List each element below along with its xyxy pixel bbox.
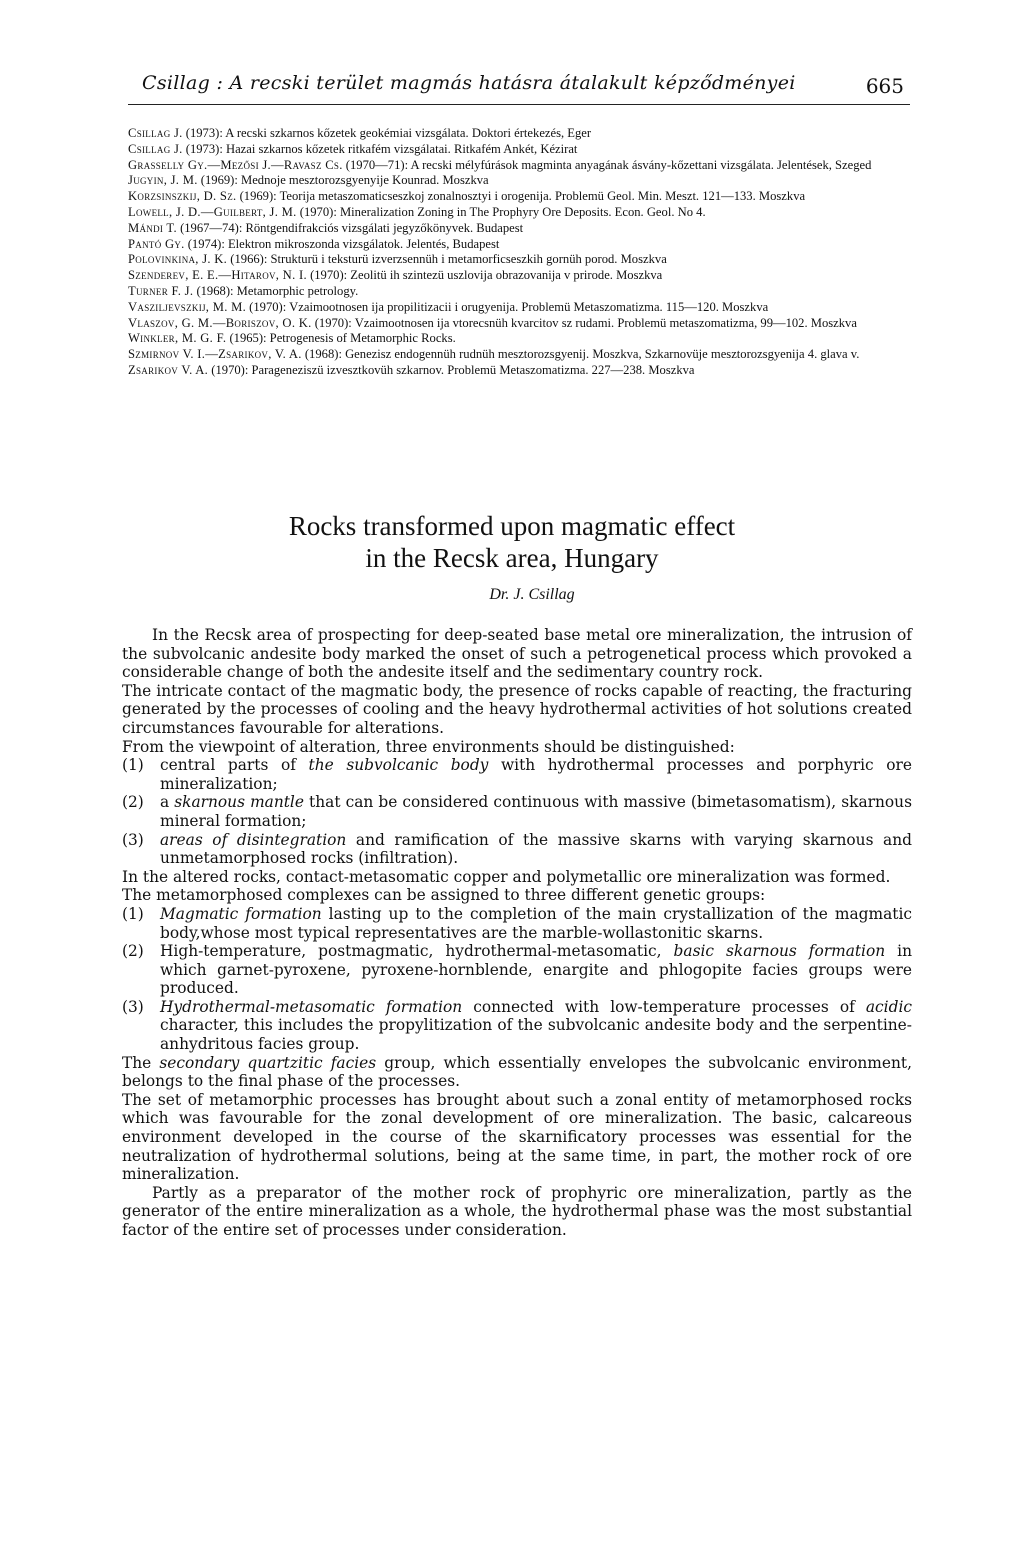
reference-authors: Szenderev, E. E.—Hitarov, N. I. [128,268,307,283]
reference-text: (1973): Hazai szkarnos kőzetek ritkafém vizsgálatai. Ritkafém Ankét, Kézirat [182,141,578,156]
list-item [122,831,912,868]
reference-text: (1968): Metamorphic petrology. [193,283,359,298]
list-item-emphasis: basic skarnous formation [673,942,886,961]
list-item [122,942,912,998]
reference-authors: Lowell, J. D.—Guilbert, J. M. [128,204,297,219]
paragraph: Partly as a preparator of the mother rock of prophyric ore mineralization, partly as the generator of the entire mineralization as a whole, the hydrothermal phase was the most substantial factor of the entire set of processes under consideration. [122,1183,912,1239]
list-item-text: character, this includes the propylitization of the subvolcanic andesite body and the serpentine-anhydritous facies group. [160,1016,912,1054]
list-item-emphasis: acidic [865,997,912,1016]
reference-authors: Vlaszov, G. M.—Boriszov, O. K. [128,315,312,330]
paragraph: The metamorphosed complexes can be assigned to three different genetic groups: [122,886,766,905]
list-item-text: connected with low-temperature processes of [462,997,866,1016]
reference-item [128,284,910,300]
reference-authors: Turner F. J. [128,283,194,298]
reference-item [128,221,910,237]
reference-text: (1973): A recski szkarnos kőzetek geokémiai vizsgálata. Doktori értekezés, Eger [182,126,592,140]
reference-authors: Korzsinszkij, D. Sz. [128,189,237,204]
list-item-emphasis: Hydrothermal-metasomatic formation [160,997,463,1016]
reference-authors: Vasziljevszkij, M. M. [128,299,247,314]
list-item-emphasis: Magmatic formation [160,904,322,923]
reference-authors: Pantó Gy. [128,236,185,251]
reference-authors: Winkler, M. G. F. [128,331,227,346]
reference-authors: Grasselly Gy.—Mezősi J.—Ravasz Cs. [128,157,343,172]
reference-authors: Csillag J. [128,126,183,140]
list-item-emphasis: skarnous mantle [174,793,304,812]
list-item [122,998,912,1054]
reference-text: (1974): Elektron mikroszonda vizsgálatok. Jelentés, Budapest [184,236,500,251]
article-title-line: in the Recsk area, Hungary [365,543,659,573]
reference-text: (1966): Strukturü i teksturü izverzsennüh i metamorficseszkih gornüh porod. Moszkva [227,252,667,267]
list-item [122,793,912,830]
reference-item [128,173,910,189]
article-title-line: Rocks transformed upon magmatic effect [288,511,736,541]
paragraph: The set of metamorphic processes has brought about such a zonal entity of metamorphosed rocks which was favourable for the zonal development of ore mineralization. The basic, calcareous environment developed in the course of the skarnificatory processes was essential for the neutralization of hydrothermal solutions, being at the same time, in part, the mother rock of ore mineralization. [122,1090,912,1184]
list-item [122,905,912,942]
abstract-body [122,626,912,1240]
reference-item [128,158,910,174]
reference-text: (1970—71): A recski mélyfúrások magminta anyagának ásvány-kőzettani vizsgálata. Jelentések, Szeged [342,157,872,172]
list-item-emphasis: the subvolcanic body [308,756,489,775]
reference-item [128,205,910,221]
reference-authors: Mándi T. [128,220,177,235]
reference-item [128,268,910,284]
list-item-text: High-temperature, postmagmatic, hydrothermal-metasomatic, [160,942,674,961]
reference-authors: Csillag J. [128,141,183,156]
reference-authors: Zsarikov V. A. [128,362,209,377]
paragraph: From the viewpoint of alteration, three environments should be distinguished: [122,737,735,756]
paragraph: In the Recsk area of prospecting for deep-seated base metal ore mineralization, the intrusion of the subvolcanic andesite body marked the onset of such a petrogenetical process which provoked a considerable change of both the andesite itself and the sedimentary country rock. [122,626,912,682]
paragraph-text: The [122,1053,160,1072]
reference-text: (1967—74): Röntgendifrakciós vizsgálati jegyzőkönyvek. Budapest [176,220,524,235]
running-header [128,70,910,105]
reference-text: (1970): Zeolitü ih szintezü uszlovija obrazovanija v prirode. Moszkva [306,268,663,283]
list-item-text: a [160,793,175,812]
article-title [0,510,1024,574]
reference-authors: Polovinkina, J. K. [128,252,228,267]
paragraph [122,1054,912,1091]
reference-item [128,363,910,379]
list-item-text: lasting up to the completion of the main crystallization of the magmatic body,whose most typical representatives are the marble-wollastonitic skarns. [160,904,912,942]
reference-item [128,331,910,347]
reference-item [128,126,910,142]
list-item-number: (2) [122,942,144,961]
list-item-text: in which garnet-pyroxene, pyroxene-hornblende, enargite and phlogopite facies groups were produced. [160,942,913,998]
paragraph-emphasis: secondary quartzitic facies [159,1053,377,1072]
paragraph: The intricate contact of the magmatic body, the presence of rocks capable of reacting, the fracturing generated by the processes of cooling and the heavy hydrothermal activities of hot solutions created circumstances favourable for alterations. [122,681,912,737]
reference-item [128,142,910,158]
list-item [122,756,912,793]
reference-item [128,237,910,253]
article-author: Dr. J. Csillag [489,586,575,603]
reference-authors: Jugyin, J. M. [128,173,198,188]
reference-item [128,300,910,316]
reference-item [128,252,910,268]
list-item-number: (1) [122,904,144,923]
reference-text: (1970): Parageneziszü izvesztkovüh szkarnov. Problemü Metaszomatizma. 227—238. Moszkva [208,362,695,377]
list-item-text: central parts of [160,756,309,775]
list-item-number: (2) [122,793,144,812]
reference-text: (1965): Petrogenesis of Metamorphic Rocks. [226,331,456,346]
running-title: Csillag : A recski terület magmás hatásra átalakult képződményei [142,72,796,94]
reference-text: (1969): Teorija metaszomaticseszkoj zonalnosztyi i orogenija. Problemü Geol. Min. Meszt. 121—133. Moszkva [236,189,806,204]
list-item-number: (1) [122,756,144,775]
page-number: 665 [865,74,904,98]
reference-item [128,316,910,332]
list-item-text: with hydrothermal processes and porphyric ore mineralization; [160,756,912,793]
reference-list [128,126,910,379]
reference-text: (1970): Mineralization Zoning in The Prophyry Ore Deposits. Econ. Geol. No 4. [296,204,706,219]
reference-authors: Szmirnov V. I.—Zsarikov, V. A. [128,347,302,362]
list-item-number: (3) [122,830,144,849]
list-item-text: and ramification of the massive skarns with varying skarnous and unmetamorphosed rocks (infiltration). [160,830,912,868]
list-item-number: (3) [122,997,144,1016]
reference-item [128,189,910,205]
reference-text: (1969): Mednoje mesztorozsgyenyije Kounrad. Moszkva [197,173,489,188]
reference-text: (1970): Vzaimootnosen ija propilitizacii i orugyenija. Problemü Metaszomatizma. 115—120. Moszkva [246,299,769,314]
paragraph-text: group, which essentially envelopes the subvolcanic environment, belongs to the final phase of the processes. [122,1053,912,1091]
list-item-text: that can be considered continuous with massive (bimetasomatism), skarnous mineral formation; [160,793,912,830]
paragraph: In the altered rocks, contact-metasomatic copper and polymetallic ore mineralization was formed. [122,867,891,886]
reference-text: (1970): Vzaimootnosen ija vtorecsnüh kvarcitov sz rudami. Problemü metaszomatizma, 99—102. Moszkva [311,315,857,330]
reference-text: (1968): Genezisz endogennüh rudnüh mesztorozsgyenij. Moszkva, Szkarnovüje mesztorozsgyenija 4. glava v. [301,347,860,362]
list-item-emphasis: areas of disintegration [160,830,347,849]
reference-item [128,347,910,363]
